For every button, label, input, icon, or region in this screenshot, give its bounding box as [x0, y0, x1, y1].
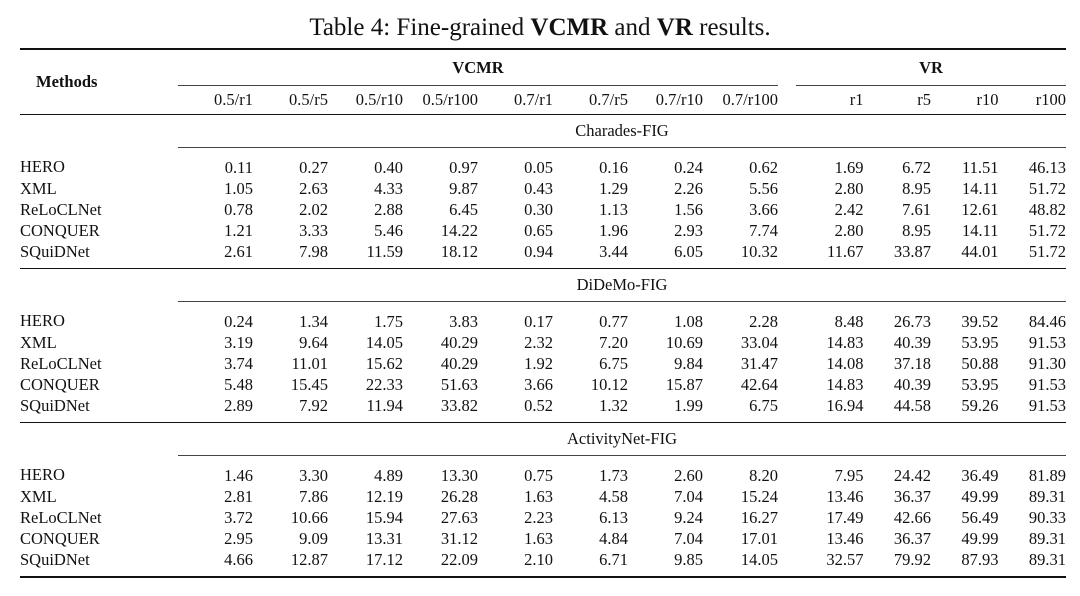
vr-value: 84.46 [1028, 311, 1066, 331]
vcmr-value: 2.26 [674, 178, 703, 198]
method-name: XML [20, 486, 57, 506]
vcmr-value: 13.31 [365, 528, 403, 548]
caption-vr: VR [656, 14, 693, 41]
vr-value: 2.80 [834, 220, 864, 240]
caption-text: Table 4: Fine-grained [309, 14, 531, 41]
metric-header-vr: r1 [796, 85, 864, 114]
vcmr-value: 22.09 [403, 549, 478, 577]
vcmr-value: 2.28 [749, 311, 778, 331]
vcmr-value: 16.27 [740, 507, 778, 527]
vcmr-value: 1.34 [299, 311, 328, 331]
caption-and: and [608, 14, 657, 41]
vcmr-value: 2.02 [299, 199, 328, 219]
vcmr-value: 1.99 [674, 395, 703, 415]
vr-value: 49.99 [961, 486, 999, 506]
table-row [20, 178, 1066, 199]
vcmr-value: 3.66 [524, 374, 553, 394]
vcmr-value: 0.24 [224, 311, 253, 331]
section-title: Charades-FIG [178, 114, 1066, 147]
vcmr-value: 5.48 [224, 374, 253, 394]
vcmr-value: 31.47 [740, 353, 778, 373]
vr-value: 14.11 [961, 178, 999, 198]
vcmr-value: 0.78 [224, 199, 253, 219]
table-row [20, 147, 1066, 178]
methods-header: Methods [20, 49, 178, 114]
vcmr-value: 14.05 [365, 332, 403, 352]
vr-value: 89.31 [1028, 486, 1066, 506]
vcmr-value: 10.12 [590, 374, 628, 394]
vcmr-value: 2.63 [299, 178, 328, 198]
vcmr-value: 8.20 [749, 465, 778, 485]
vr-value: 91.53 [1028, 395, 1066, 415]
table-row [20, 301, 1066, 332]
vr-value: 53.95 [961, 332, 999, 352]
vcmr-value: 42.64 [740, 374, 778, 394]
table-row [20, 486, 1066, 507]
table-row [20, 395, 1066, 423]
vr-value: 90.33 [1028, 507, 1066, 527]
vcmr-value: 0.77 [599, 311, 628, 331]
vcmr-value: 51.63 [440, 374, 478, 394]
vr-value: 44.01 [961, 241, 999, 261]
vr-value: 87.93 [931, 549, 999, 577]
vcmr-value: 14.22 [440, 220, 478, 240]
vcmr-value: 1.92 [524, 353, 553, 373]
vcmr-value: 2.93 [674, 220, 703, 240]
vcmr-value: 7.04 [674, 528, 703, 548]
vr-value: 12.61 [961, 199, 999, 219]
vcmr-value: 0.94 [524, 241, 553, 261]
vcmr-value: 1.05 [224, 178, 253, 198]
vr-value: 13.46 [826, 528, 864, 548]
method-name: SQuiDNet [20, 395, 90, 415]
vcmr-value: 12.87 [253, 549, 328, 577]
vcmr-value: 6.45 [449, 199, 478, 219]
method-name: CONQUER [20, 528, 100, 548]
vr-value: 51.72 [1028, 178, 1066, 198]
vcmr-value: 5.46 [374, 220, 403, 240]
vcmr-value: 0.30 [524, 199, 553, 219]
vr-value: 37.18 [893, 353, 931, 373]
vr-value: 40.39 [893, 374, 931, 394]
vcmr-value: 1.63 [524, 528, 553, 548]
vcmr-value: 7.92 [299, 395, 328, 415]
method-name: SQuiDNet [20, 549, 178, 577]
vcmr-value: 4.33 [374, 178, 403, 198]
vcmr-value: 2.88 [374, 199, 403, 219]
vcmr-value: 0.17 [524, 311, 553, 331]
table-row [20, 374, 1066, 395]
vr-value: 51.72 [1028, 241, 1066, 261]
vr-value: 91.30 [1028, 353, 1066, 373]
vcmr-value: 2.81 [224, 486, 253, 506]
table-caption [0, 14, 1080, 42]
table-row [20, 549, 1066, 577]
table-row [20, 199, 1066, 220]
vcmr-value: 11.94 [366, 395, 403, 415]
vcmr-value: 7.74 [749, 220, 778, 240]
vcmr-value: 0.43 [524, 178, 553, 198]
vcmr-value: 2.23 [524, 507, 553, 527]
vr-value: 48.82 [1028, 199, 1066, 219]
table-row [20, 332, 1066, 353]
vr-value: 42.66 [893, 507, 931, 527]
table-row [20, 241, 1066, 269]
vcmr-value: 0.62 [749, 157, 778, 177]
vcmr-value: 1.08 [674, 311, 703, 331]
method-name: CONQUER [20, 220, 100, 240]
vr-value: 1.69 [834, 157, 864, 177]
vcmr-value: 15.87 [665, 374, 703, 394]
method-name: HERO [20, 311, 65, 331]
vcmr-value: 9.85 [628, 549, 703, 577]
method-name: HERO [20, 465, 65, 485]
vcmr-value: 3.66 [749, 199, 778, 219]
method-name: ReLoCLNet [20, 507, 102, 527]
vcmr-value: 7.98 [299, 241, 328, 261]
table-row [20, 455, 1066, 486]
vcmr-value: 7.20 [599, 332, 628, 352]
vr-value: 7.95 [834, 465, 864, 485]
vr-value: 24.42 [893, 465, 931, 485]
metric-header-vcmr: 0.7/r1 [478, 85, 553, 114]
metric-header-vcmr: 0.5/r10 [328, 85, 403, 114]
vcmr-value: 6.05 [674, 241, 703, 261]
vcmr-value: 15.45 [290, 374, 328, 394]
vr-value: 26.73 [893, 311, 931, 331]
vr-value: 50.88 [961, 353, 999, 373]
vr-value: 51.72 [1028, 220, 1066, 240]
vcmr-value: 2.60 [674, 465, 703, 485]
vr-value: 91.53 [1028, 374, 1066, 394]
vr-value: 8.95 [902, 220, 931, 240]
vr-value: 2.42 [834, 199, 864, 219]
vcmr-value: 40.29 [440, 332, 478, 352]
vr-value: 40.39 [893, 332, 931, 352]
vcmr-value: 11.01 [291, 353, 328, 373]
vcmr-value: 33.04 [740, 332, 778, 352]
metric-header-vr: r100 [999, 85, 1067, 114]
vcmr-value: 1.75 [374, 311, 403, 331]
vcmr-value: 11.59 [366, 241, 403, 261]
vr-value: 13.46 [826, 486, 864, 506]
vcmr-value: 6.75 [599, 353, 628, 373]
vr-value: 36.37 [893, 486, 931, 506]
vcmr-value: 1.96 [599, 220, 628, 240]
vcmr-value: 1.46 [224, 465, 253, 485]
vr-value: 17.49 [826, 507, 864, 527]
metric-header-vcmr: 0.5/r100 [403, 85, 478, 114]
vcmr-value: 26.28 [440, 486, 478, 506]
metric-header-vcmr: 0.7/r100 [703, 85, 778, 114]
metric-header-vcmr: 0.7/r10 [628, 85, 703, 114]
vr-value: 89.31 [999, 549, 1067, 577]
vcmr-value: 7.86 [299, 486, 328, 506]
vr-value: 56.49 [961, 507, 999, 527]
vr-value: 16.94 [826, 395, 864, 415]
vr-group-header: VR [796, 49, 1066, 85]
caption-suffix: results. [692, 14, 771, 41]
metric-header-vcmr: 0.5/r5 [253, 85, 328, 114]
vcmr-value: 3.74 [224, 353, 253, 373]
vcmr-value: 0.11 [224, 157, 253, 177]
vr-value: 44.58 [893, 395, 931, 415]
method-name: CONQUER [20, 374, 100, 394]
vr-value: 46.13 [1028, 157, 1066, 177]
vcmr-value: 0.65 [524, 220, 553, 240]
vcmr-value: 0.16 [599, 157, 628, 177]
vcmr-value: 40.29 [440, 353, 478, 373]
vcmr-value: 0.75 [524, 465, 553, 485]
vcmr-value: 0.24 [674, 157, 703, 177]
vcmr-value: 0.05 [524, 157, 553, 177]
vcmr-value: 7.04 [674, 486, 703, 506]
vr-value: 53.95 [961, 374, 999, 394]
vcmr-value: 2.61 [224, 241, 253, 261]
section-title: DiDeMo-FIG [178, 268, 1066, 301]
vr-value: 91.53 [1028, 332, 1066, 352]
vcmr-value: 1.73 [599, 465, 628, 485]
vcmr-value: 6.71 [553, 549, 628, 577]
vcmr-value: 27.63 [440, 507, 478, 527]
vr-value: 36.37 [893, 528, 931, 548]
vcmr-value: 17.01 [740, 528, 778, 548]
vcmr-value: 4.58 [599, 486, 628, 506]
vr-value: 59.26 [961, 395, 999, 415]
vcmr-value: 1.13 [599, 199, 628, 219]
vcmr-value: 2.89 [224, 395, 253, 415]
vcmr-value: 2.32 [524, 332, 553, 352]
method-name: HERO [20, 157, 65, 177]
vcmr-value: 12.19 [365, 486, 403, 506]
vcmr-value: 15.62 [365, 353, 403, 373]
method-name: ReLoCLNet [20, 353, 102, 373]
vcmr-value: 3.83 [449, 311, 478, 331]
vcmr-value: 2.10 [478, 549, 553, 577]
table-row [20, 353, 1066, 374]
vcmr-value: 4.84 [599, 528, 628, 548]
vcmr-value: 15.24 [740, 486, 778, 506]
vcmr-value: 2.95 [224, 528, 253, 548]
method-name: XML [20, 178, 57, 198]
vcmr-value: 13.30 [440, 465, 478, 485]
vcmr-value: 9.09 [299, 528, 328, 548]
vcmr-value: 18.12 [440, 241, 478, 261]
results-table [20, 48, 1066, 578]
vr-value: 49.99 [961, 528, 999, 548]
vr-value: 2.80 [834, 178, 864, 198]
table-row [20, 507, 1066, 528]
vr-value: 6.72 [902, 157, 931, 177]
vcmr-value: 4.66 [178, 549, 253, 577]
vcmr-value: 9.24 [674, 507, 703, 527]
vcmr-value: 4.89 [374, 465, 403, 485]
section-header-row [20, 114, 1066, 147]
metric-header-vcmr: 0.7/r5 [553, 85, 628, 114]
vcmr-value: 1.56 [674, 199, 703, 219]
vcmr-value: 31.12 [440, 528, 478, 548]
vcmr-value: 10.32 [740, 241, 778, 261]
vcmr-value: 6.75 [749, 395, 778, 415]
vr-value: 81.89 [1028, 465, 1066, 485]
vcmr-value: 0.27 [299, 157, 328, 177]
method-name: XML [20, 332, 57, 352]
vcmr-value: 14.05 [703, 549, 778, 577]
vcmr-value: 15.94 [365, 507, 403, 527]
vcmr-value: 3.30 [299, 465, 328, 485]
table-row [20, 220, 1066, 241]
vr-value: 79.92 [864, 549, 932, 577]
vcmr-value: 22.33 [365, 374, 403, 394]
vr-value: 8.48 [834, 311, 864, 331]
vr-value: 11.51 [961, 157, 999, 177]
table-row [20, 528, 1066, 549]
vcmr-value: 3.19 [224, 332, 253, 352]
metric-header-vr: r10 [931, 85, 999, 114]
vcmr-value: 9.64 [299, 332, 328, 352]
vr-value: 36.49 [961, 465, 999, 485]
metric-header-vr: r5 [864, 85, 932, 114]
section-title: ActivityNet-FIG [178, 422, 1066, 455]
vr-value: 11.67 [826, 241, 864, 261]
vcmr-value: 33.82 [440, 395, 478, 415]
vcmr-value: 6.13 [599, 507, 628, 527]
vcmr-value: 1.63 [524, 486, 553, 506]
vcmr-value: 1.21 [224, 220, 253, 240]
vcmr-value: 5.56 [749, 178, 778, 198]
caption-vcmr: VCMR [530, 14, 609, 41]
vcmr-value: 0.40 [374, 157, 403, 177]
section-header-row [20, 268, 1066, 301]
vcmr-value: 3.33 [299, 220, 328, 240]
vcmr-value: 10.69 [665, 332, 703, 352]
vcmr-value: 3.44 [599, 241, 628, 261]
vr-value: 8.95 [902, 178, 931, 198]
vcmr-value: 1.32 [599, 395, 628, 415]
vr-value: 14.08 [826, 353, 864, 373]
vr-value: 89.31 [1028, 528, 1066, 548]
section-header-row [20, 422, 1066, 455]
method-name: ReLoCLNet [20, 199, 102, 219]
vcmr-value: 9.87 [449, 178, 478, 198]
vr-value: 39.52 [961, 311, 999, 331]
vcmr-value: 9.84 [674, 353, 703, 373]
vcmr-value: 17.12 [328, 549, 403, 577]
vr-value: 32.57 [796, 549, 864, 577]
vr-value: 14.83 [826, 332, 864, 352]
vcmr-value: 10.66 [290, 507, 328, 527]
vcmr-value: 1.29 [599, 178, 628, 198]
metric-header-vcmr: 0.5/r1 [178, 85, 253, 114]
vr-value: 33.87 [893, 241, 931, 261]
method-name: SQuiDNet [20, 241, 90, 261]
vr-value: 14.83 [826, 374, 864, 394]
vcmr-value: 3.72 [224, 507, 253, 527]
vr-value: 14.11 [961, 220, 999, 240]
vcmr-value: 0.97 [449, 157, 478, 177]
vcmr-group-header: VCMR [178, 49, 778, 85]
vr-value: 7.61 [902, 199, 931, 219]
vcmr-value: 0.52 [524, 395, 553, 415]
